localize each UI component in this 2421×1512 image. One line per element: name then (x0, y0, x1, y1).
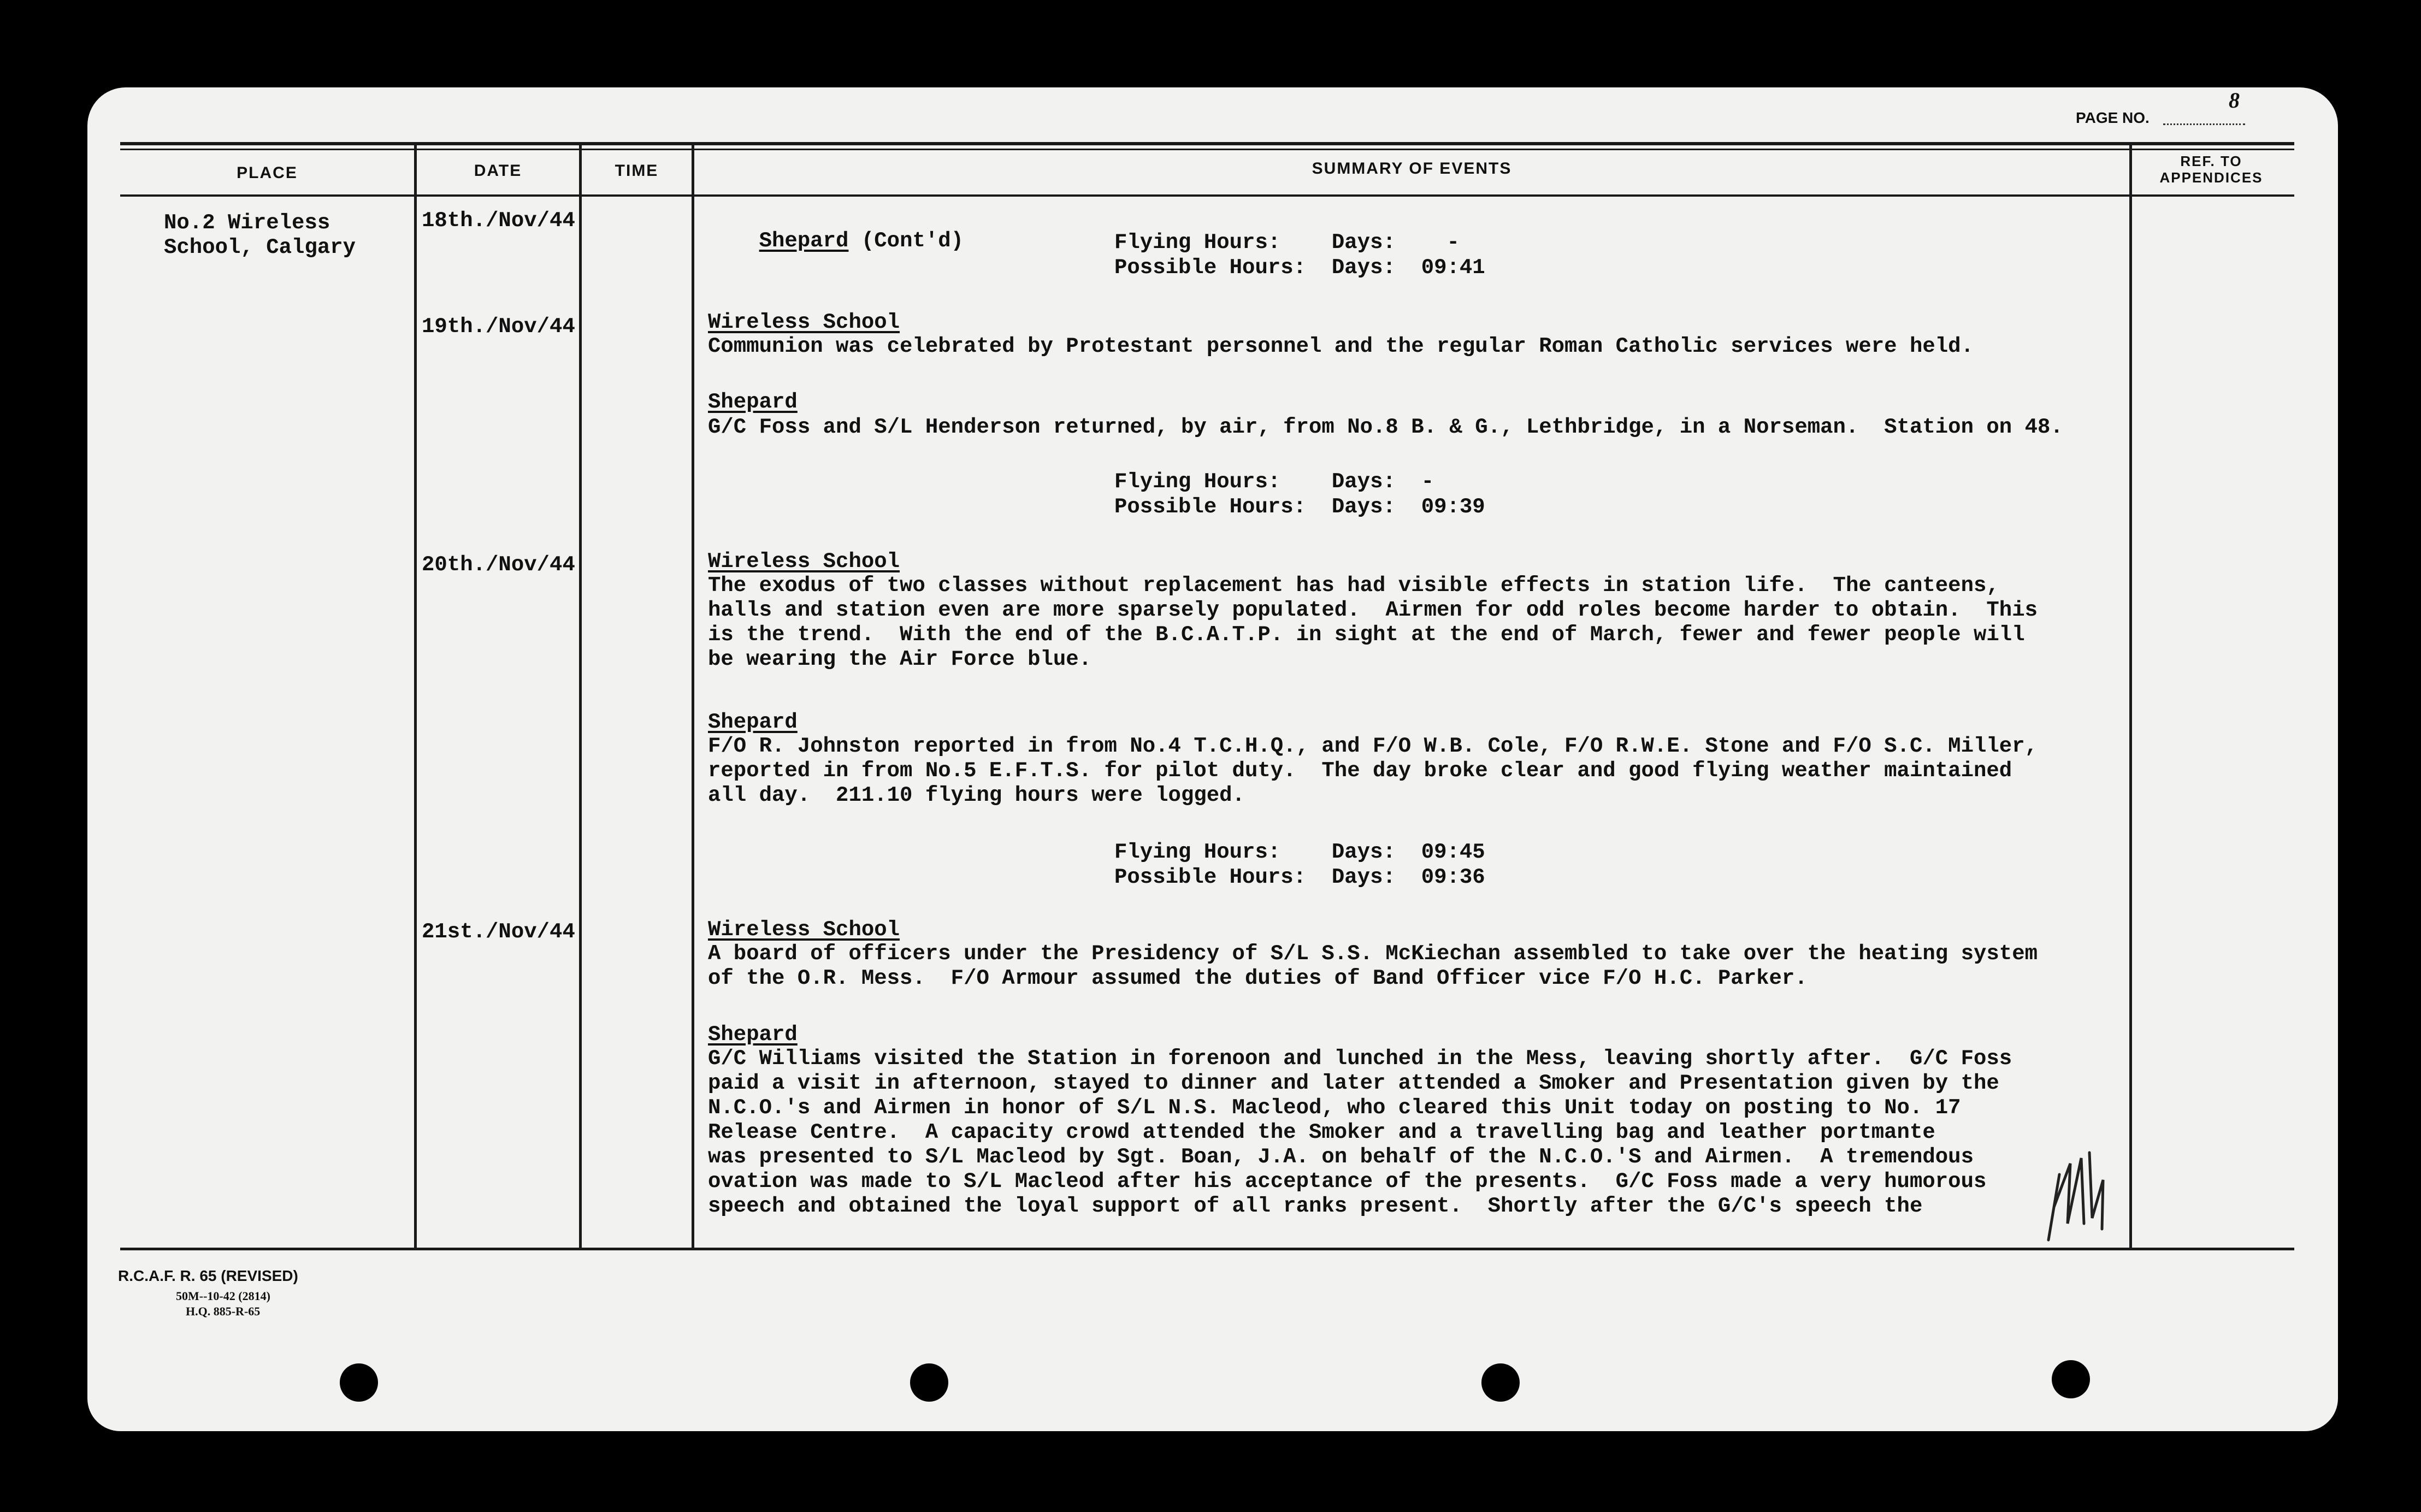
column-divider-place (414, 145, 417, 1249)
form-hq-code: H.Q. 885-R-65 (186, 1304, 261, 1318)
column-divider-time (692, 145, 694, 1249)
entry-heading-shepard: Shepard (708, 1023, 798, 1047)
date-20-nov: 20th./Nov/44 (422, 553, 575, 577)
page-number-label: PAGE NO. (2076, 109, 2150, 126)
entry-heading-shepard: Shepard (759, 229, 849, 253)
column-divider-date (579, 145, 582, 1249)
punch-hole (2052, 1360, 2090, 1398)
header-place: PLACE (237, 164, 298, 182)
hours-line-possible: Possible Hours: Days: 09:39 (1114, 495, 1485, 519)
top-rule-2 (120, 149, 2294, 150)
table-bottom-rule (120, 1248, 2294, 1250)
punch-hole (340, 1363, 378, 1402)
header-bottom-rule (120, 194, 2294, 197)
entry-heading-shepard: Shepard (708, 390, 798, 414)
handwritten-initials (2038, 1142, 2114, 1245)
entry-body: Communion was celebrated by Protestant personnel and the regular Roman Catholic services were held. (708, 334, 1974, 358)
header-time: TIME (615, 162, 659, 180)
entry-body: F/O R. Johnston reported in from No.4 T.C.H.Q., and F/O W.B. Cole, F/O R.W.E. Stone and F/O S.C. Miller, reported in from No.5 E.F.T.S. for pilot duty. The day broke clear and good flying weather maintained all day. 211.10 flying hours were logged. (708, 734, 2038, 807)
hours-line-flying: Flying Hours: Days: - (1114, 231, 1460, 255)
entry-heading (708, 204, 964, 278)
diary-sheet (87, 87, 2338, 1431)
entry-body: G/C Williams visited the Station in forenoon and lunched in the Mess, leaving shortly after. G/C Foss paid a visit in afternoon, stayed to dinner and later attended a Smoker and Presentation given by the N.C.O.'s and Airmen in honor of S/L N.S. Macleod, who cleared this Unit today on posting to No. 17 Release Centre. A capacity crowd attended the Smoker and a travelling bag and leather portmante was presented to S/L Macleod by Sgt. Boan, J.A. on behalf of the N.C.O.'S and Airmen. A tremendous ovation was made to S/L Macleod after his acceptance of the presents. G/C Foss made a very humorous speech and obtained the loyal support of all ranks present. Shortly after the G/C's speech the (708, 1047, 2012, 1218)
date-18-nov: 18th./Nov/44 (422, 209, 575, 233)
hours-line-flying: Flying Hours: Days: - (1114, 470, 1434, 494)
entry-heading-shepard: Shepard (708, 710, 798, 734)
punch-hole (1481, 1363, 1520, 1402)
hours-line-possible: Possible Hours: Days: 09:36 (1114, 865, 1485, 889)
column-divider-summary (2129, 145, 2132, 1249)
entry-heading-wireless-school: Wireless School (708, 310, 900, 334)
date-19-nov: 19th./Nov/44 (422, 315, 575, 339)
entry-heading-wireless-school: Wireless School (708, 918, 900, 942)
entry-body: G/C Foss and S/L Henderson returned, by air, from No.8 B. & G., Lethbridge, in a Norseman. Station on 48. (708, 415, 2063, 439)
entry-body: The exodus of two classes without replacement has had visible effects in station life. The canteens, halls and station even are more sparsely populated. Airmen for odd roles become harder to obtain. This is the trend. With the end of the B.C.A.T.P. in sight at the end of March, fewer and fewer people will be wearing the Air Force blue. (708, 574, 2038, 671)
page-number-value: 8 (2229, 88, 2240, 113)
date-21-nov: 21st./Nov/44 (422, 920, 575, 944)
place-name: No.2 Wireless School, Calgary (164, 211, 356, 259)
page-number-dots (2163, 123, 2245, 125)
entry-body: A board of officers under the Presidency of S/L S.S. McKiechan assembled to take over the heating system of the O.R. Mess. F/O Armour assumed the duties of Band Officer vice F/O H.C. Parker. (708, 942, 2038, 990)
entry-heading-wireless-school: Wireless School (708, 550, 900, 574)
header-summary: SUMMARY OF EVENTS (1312, 160, 1512, 178)
hours-line-flying: Flying Hours: Days: 09:45 (1114, 840, 1485, 864)
punch-hole (910, 1363, 948, 1402)
header-date: DATE (474, 162, 522, 180)
entry-heading-suffix: (Cont'd) (848, 229, 964, 253)
hours-line-possible: Possible Hours: Days: 09:41 (1114, 256, 1485, 280)
form-number: R.C.A.F. R. 65 (REVISED) (118, 1267, 298, 1284)
top-rule-1 (120, 142, 2294, 145)
header-ref-appendices: REF. TO APPENDICES (2159, 153, 2263, 186)
form-print-code: 50M--10-42 (2814) (176, 1289, 270, 1303)
